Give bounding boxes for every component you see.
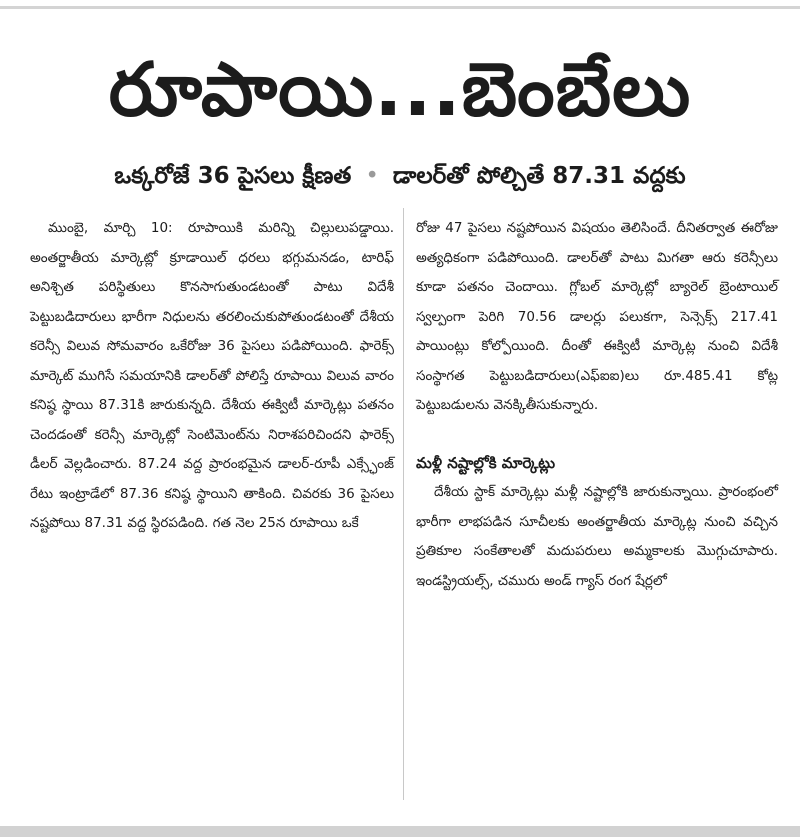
subheadline-separator: • — [365, 163, 379, 189]
article-column-right — [416, 214, 778, 596]
bottom-rule — [0, 826, 800, 837]
section-heading: మళ్లీ నష్టాల్లోకి మార్కెట్లు — [416, 453, 556, 472]
article-column-left — [30, 214, 394, 539]
column-divider — [403, 208, 404, 800]
subheadline — [0, 158, 800, 194]
article-paragraph: ముంబై, మార్చి 10: రూపాయికి మరిన్ని చిల్లులుపడ్డాయి. అంతర్జాతీయ మార్కెట్లో క్రూడాయిల్ ధరలు భగ్గుమనడం, టారిఫ్ అనిశ్చిత పరిస్థితులు కొనసాగుతుండటంతో పాటు విదేశీ పెట్టుబడిదారులు భారీగా నిధులను తరలించుకుపోతుండటంతో దేశీయ కరెన్సీ విలువ సోమవారం ఒకేరోజు 36 పైసలు పడిపోయింది. ఫారెక్స్ మార్కెట్ ముగిసే సమయానికి డాలర్‌తో పోలిస్తే రూపాయి విలువ వారం కనిష్ఠ స్థాయి 87.31కి జారుకున్నది. దేశీయ ఈక్విటీ మార్కెట్లు పతనం చెందడంతో కరెన్సీ మార్కెట్లో సెంటిమెంట్‌ను నిరాశపరిచిందని ఫారెక్స్ డీలర్ వెల్లడించారు. 87.24 వద్ద ప్రారంభమైన డాలర్-రూపీ ఎక్స్ఛేంజ్ రేటు ఇంట్రాడేలో 87.36 కనిష్ఠ స్థాయిని తాకింది. చివరకు 36 పైసలు నష్టపోయి 87.31 వద్ద స్థిరపడింది. గత నెల 25న రూపాయి ఒకే — [30, 220, 394, 531]
subheadline-left: ఒక్కరోజే 36 పైసలు క్షీణత — [114, 163, 352, 189]
article-paragraph-continued: రోజు 47 పైసలు నష్టపోయిన విషయం తెలిసిందే. దీనితర్వాత ఈరోజు అత్యధికంగా పడిపోయింది. డాలర్‌తో పాటు మిగతా ఆరు కరెన్సీలు కూడా పతనం చెందాయి. గ్లోబల్ మార్కెట్లో బ్యారెల్ బ్రెంటాయిల్ స్వల్పంగా పెరిగి 70.56 డాలర్లు పలుకగా, సెన్సెక్స్ 217.41 పాయింట్లు కోల్పోయింది. దీంతో ఈక్విటీ మార్కెట్ల నుంచి విదేశీ సంస్థాగత పెట్టుబడిదారులు(ఎఫ్ఐఐ)లు రూ.485.41 కోట్ల పెట్టుబడులను వెనక్కితీసుకున్నారు. — [416, 220, 778, 413]
section-paragraph: దేశీయ స్టాక్ మార్కెట్లు మళ్లీ నష్టాల్లోకి జారుకున్నాయి. ప్రారంభంలో భారీగా లాభపడిన సూచీలకు అంతర్జాతీయ మార్కెట్ల నుంచి వచ్చిన ప్రతికూల సంకేతాలతో మదుపరులు అమ్మకాలకు మొగ్గుచూపారు. ఇండస్ట్రియల్స్, చమురు అండ్ గ్యాస్ రంగ షేర్లలో — [416, 484, 778, 589]
headline: రూపాయి...బెంబేలు — [108, 47, 692, 133]
subheadline-right: డాలర్‌తో పోల్చితే 87.31 వద్దకు — [392, 163, 686, 189]
top-rule — [0, 6, 800, 9]
